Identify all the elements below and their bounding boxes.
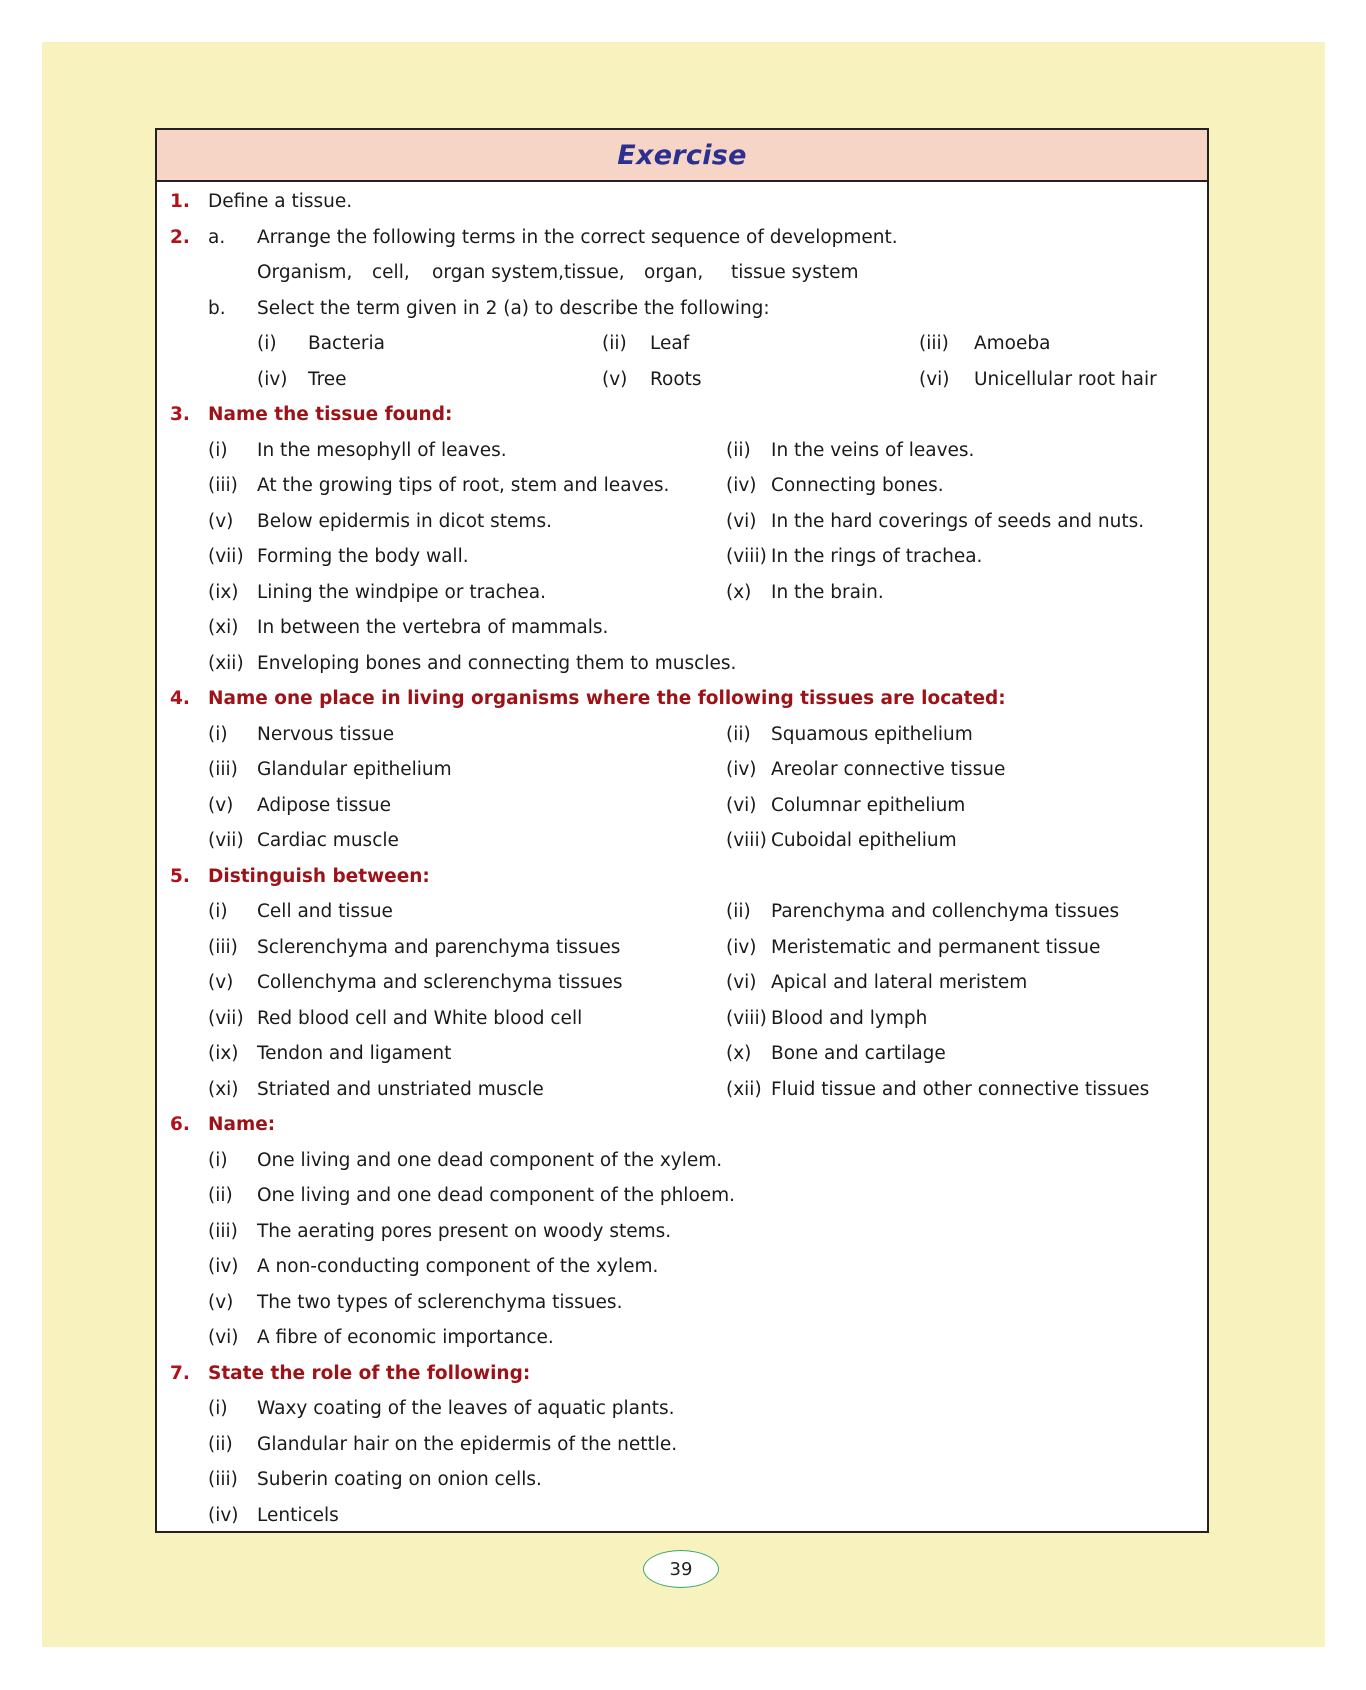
item-number: (vii) [208, 546, 244, 567]
term-item: tissue system [731, 262, 859, 283]
item-number: (i) [208, 1398, 228, 1419]
list-item: Adipose tissue [257, 794, 391, 816]
list-item: Lining the windpipe or trachea. [257, 581, 547, 603]
item-number: (iv) [208, 1504, 239, 1526]
item-number: (x) [726, 581, 752, 603]
page-number-label: 39 [669, 1558, 693, 1580]
item-number: (x) [726, 1043, 752, 1064]
item-number: (v) [208, 510, 234, 532]
item-number: (ii) [208, 1185, 233, 1206]
item-number: (xi) [208, 617, 239, 638]
item-number: (iv) [726, 475, 757, 496]
sub-label: a. [208, 226, 226, 248]
item-number: (viii) [726, 1007, 767, 1029]
list-item: Connecting bones. [771, 475, 944, 496]
item-number: (i) [208, 723, 228, 745]
item-number: (v) [208, 972, 234, 993]
list-item: Amoeba [974, 333, 1051, 354]
term-item: Organism, [257, 262, 353, 283]
list-item: Squamous epithelium [771, 723, 973, 745]
item-number: (xii) [208, 652, 244, 674]
list-item: Bacteria [308, 333, 385, 354]
list-item: Tree [308, 368, 347, 390]
question-heading: Name: [208, 1114, 276, 1135]
list-item: Striated and unstriated muscle [257, 1078, 544, 1100]
question-number: 1. [170, 191, 190, 212]
item-number: (ii) [602, 333, 627, 354]
list-item: Collenchyma and sclerenchyma tissues [257, 972, 623, 993]
list-item: Bone and cartilage [771, 1043, 946, 1064]
list-item: Cell and tissue [257, 901, 393, 922]
question-heading: Distinguish between: [208, 865, 430, 887]
term-item: cell, [372, 262, 410, 283]
term-item: organ system, [432, 262, 565, 283]
item-number: (ii) [726, 723, 751, 745]
list-item: In between the vertebra of mammals. [257, 617, 609, 638]
list-item: Meristematic and permanent tissue [771, 936, 1101, 958]
term-item: tissue, [564, 262, 625, 283]
item-number: (iii) [208, 936, 238, 958]
item-number: (xi) [208, 1078, 239, 1100]
item-number: (iv) [726, 759, 757, 780]
item-number: (iii) [208, 1469, 238, 1490]
item-number: (viii) [726, 830, 767, 851]
list-item: In the rings of trachea. [771, 546, 983, 567]
list-item: Sclerenchyma and parenchyma tissues [257, 936, 621, 958]
sub-label: b. [208, 297, 226, 319]
item-number: (ix) [208, 1043, 239, 1064]
list-item: Glandular hair on the epidermis of the nettle. [257, 1433, 678, 1455]
list-item: In the hard coverings of seeds and nuts. [771, 510, 1145, 532]
list-item: Parenchyma and collenchyma tissues [771, 901, 1120, 922]
list-item: Cardiac muscle [257, 830, 399, 851]
item-number: (iii) [919, 333, 949, 354]
list-item: Forming the body wall. [257, 546, 469, 567]
list-item: Unicellular root hair [974, 368, 1157, 390]
item-number: (vii) [208, 830, 244, 851]
question-number: 7. [170, 1362, 190, 1384]
item-number: (iii) [208, 475, 238, 496]
list-item: Below epidermis in dicot stems. [257, 510, 552, 532]
item-number: (xii) [726, 1078, 762, 1100]
exercise-box [155, 128, 1209, 1533]
page-number [643, 1550, 719, 1588]
question-heading: State the role of the following: [208, 1362, 531, 1384]
question-heading: Name one place in living organisms where the following tissues are located: [208, 688, 1006, 709]
list-item: Cuboidal epithelium [771, 830, 957, 851]
item-number: (i) [208, 439, 228, 461]
list-item: In the veins of leaves. [771, 439, 975, 461]
item-number: (vi) [726, 794, 757, 816]
item-number: (ix) [208, 581, 239, 603]
question-number: 3. [170, 404, 190, 425]
question-text: Arrange the following terms in the correct sequence of development. [257, 226, 898, 248]
item-number: (iv) [257, 368, 288, 390]
list-item: Apical and lateral meristem [771, 972, 1028, 993]
list-item: At the growing tips of root, stem and leaves. [257, 475, 670, 496]
list-item: Waxy coating of the leaves of aquatic plants. [257, 1398, 675, 1419]
list-item: Roots [650, 368, 702, 390]
term-item: organ, [644, 262, 704, 283]
list-item: One living and one dead component of the xylem. [257, 1149, 723, 1171]
item-number: (vi) [208, 1327, 239, 1348]
list-item: Red blood cell and White blood cell [257, 1007, 583, 1029]
list-item: Enveloping bones and connecting them to muscles. [257, 652, 737, 674]
list-item: Fluid tissue and other connective tissues [771, 1078, 1150, 1100]
question-text: Select the term given in 2 (a) to describe the following: [257, 297, 770, 319]
item-number: (ii) [726, 901, 751, 922]
question-number: 5. [170, 865, 190, 887]
item-number: (v) [208, 794, 234, 816]
list-item: Glandular epithelium [257, 759, 452, 780]
question-text: Define a tissue. [208, 191, 353, 212]
item-number: (iv) [208, 1256, 239, 1277]
list-item: A non-conducting component of the xylem. [257, 1256, 659, 1277]
list-item: Tendon and ligament [257, 1043, 452, 1064]
list-item: In the brain. [771, 581, 884, 603]
question-number: 2. [170, 226, 190, 248]
item-number: (viii) [726, 546, 767, 567]
item-number: (ii) [726, 439, 751, 461]
list-item: Areolar connective tissue [771, 759, 1006, 780]
list-item: Suberin coating on onion cells. [257, 1469, 542, 1490]
item-number: (vi) [726, 510, 757, 532]
list-item: One living and one dead component of the phloem. [257, 1185, 736, 1206]
question-number: 4. [170, 688, 190, 709]
question-heading: Name the tissue found: [208, 404, 453, 425]
list-item: Leaf [650, 333, 690, 354]
page-title: Exercise [617, 139, 747, 171]
list-item: Blood and lymph [771, 1007, 928, 1029]
item-number: (i) [208, 1149, 228, 1171]
question-number: 6. [170, 1114, 190, 1135]
exercise-header [157, 130, 1207, 182]
item-number: (i) [257, 333, 277, 354]
list-item: Columnar epithelium [771, 794, 966, 816]
list-item: Lenticels [257, 1504, 339, 1526]
list-item: Nervous tissue [257, 723, 395, 745]
item-number: (vii) [208, 1007, 244, 1029]
item-number: (vi) [919, 368, 950, 390]
item-number: (iii) [208, 1220, 238, 1242]
item-number: (ii) [208, 1433, 233, 1455]
item-number: (v) [208, 1291, 234, 1313]
item-number: (iii) [208, 759, 238, 780]
list-item: In the mesophyll of leaves. [257, 439, 507, 461]
item-number: (i) [208, 901, 228, 922]
item-number: (v) [602, 368, 628, 390]
list-item: The two types of sclerenchyma tissues. [257, 1291, 623, 1313]
list-item: A fibre of economic importance. [257, 1327, 554, 1348]
item-number: (vi) [726, 972, 757, 993]
list-item: The aerating pores present on woody stems. [257, 1220, 672, 1242]
item-number: (iv) [726, 936, 757, 958]
